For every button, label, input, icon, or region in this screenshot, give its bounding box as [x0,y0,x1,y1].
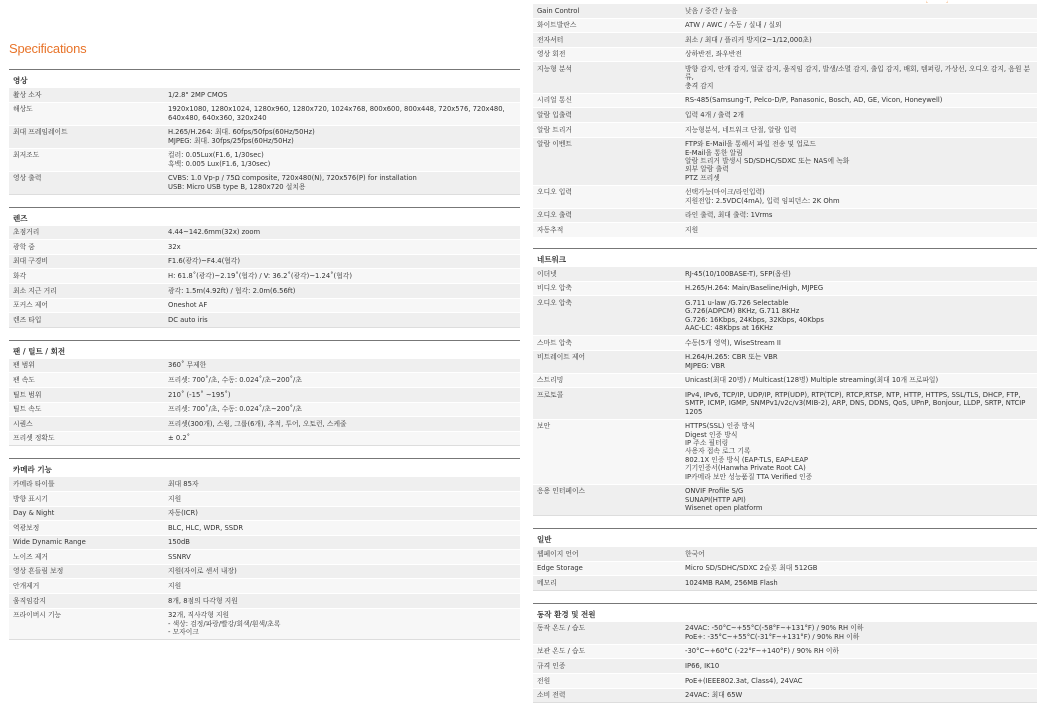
spec-value: 지원 [685,225,699,234]
spec-row [533,185,1037,208]
spec-label: 응용 인터페이스 [537,487,586,496]
spec-label: 카메라 타이틀 [13,479,55,488]
spec-row [9,402,520,417]
spec-row [9,387,520,402]
spec-value: 32개, 직사각형 지원 - 색상: 검정/파랑/빨강/회색/흰색/초록 - 모자이크 [168,611,281,637]
spec-value: 지원(자이로 센서 내장) [168,567,237,576]
spec-row [9,506,520,521]
spec-value: 지원 [168,582,182,591]
spec-label: 영상 흔들림 보정 [13,567,64,576]
spec-row [9,476,520,491]
page-title: Specifications [9,41,87,56]
spec-row [9,102,520,125]
spec-value: 자동(ICR) [168,509,198,518]
spec-label: 오디오 압축 [537,298,572,307]
spec-label: 움직임감지 [13,596,46,605]
spec-value: 광각: 1.5m(4.92ft) / 협각: 2.0m(6.56ft) [168,286,296,295]
spec-value: -30°C~+60°C (-22°F~+140°F) / 90% RH 이하 [685,647,839,656]
spec-label: 광학 줌 [13,242,35,251]
spec-row [533,658,1037,673]
spec-row [9,593,520,608]
spec-label: 팬 속도 [13,375,35,384]
spec-label: 오디오 입력 [537,188,572,197]
spec-row [9,431,520,446]
spec-rows [533,266,1037,516]
spec-row [9,298,520,313]
spec-label: 스마트 압축 [537,338,572,347]
spec-row [9,520,520,535]
spec-value: Unicast(최대 20명) / Multicast(128명) Multiple streaming(최대 10개 프로파일) [685,376,939,385]
spec-label: 시리얼 통신 [537,96,572,105]
spec-value: 지능형분석, 네트워크 단절, 알람 입력 [685,125,797,134]
spec-label: 영상 출력 [13,174,42,183]
spec-value: 낮음 / 중간 / 높음 [685,6,738,15]
spec-value: 상하반전, 좌우반전 [685,50,742,59]
spec-value: DC auto iris [168,315,208,324]
spec-label: 시퀀스 [13,419,33,428]
spec-row [9,268,520,283]
spec-value: BLC, HLC, WDR, SSDR [168,523,244,532]
spec-label: 촬상 소자 [13,90,42,99]
section-title: 팬 / 틸트 / 회전 [13,346,66,356]
spec-label: 메모리 [537,578,557,587]
spec-row [533,266,1037,281]
spec-value: 1920x1080, 1280x1024, 1280x960, 1280x720, 1024x768, 800x600, 800x448, 720x576, 720x480, 640x480, 640x360, 320x240 [168,105,505,122]
spec-row [9,125,520,148]
spec-label: 보관 온도 / 습도 [537,647,586,656]
spec-label: 해상도 [13,105,33,114]
spec-value: 라인 출력, 최대 출력: 1Vrms [685,211,773,220]
spec-row [533,47,1037,62]
spec-value: F1.6(광각)~F4.4(협각) [168,257,241,266]
spec-row [533,107,1037,122]
spec-row [9,608,520,639]
spec-value: FTP와 E-Mail을 통해서 파일 전송 및 업로드 E-Mail을 통한 알림 알람 트리거 발생시 SD/SDHC/SDXC 또는 NAS에 녹화 외부 알람 출력 PTZ 프리셋 [685,140,850,182]
spec-label: 렌즈 타입 [13,315,42,324]
spec-row [9,171,520,194]
spec-value: IP66, IK10 [685,662,720,670]
spec-value: 32x [168,242,181,251]
spec-label: 노이즈 제거 [13,552,48,561]
spec-value: G.711 u-law /G.726 Selectable G.726(ADPCM) 8KHz, G.711 8KHz G.726: 16Kbps, 24Kbps, 32Kbps, 40Kbps AAC-LC: 48Kbps at 16KHz [685,298,824,332]
spec-value: ATW / AWC / 수동 / 실내 / 실외 [685,21,782,30]
spec-label: 전자셔터 [537,35,564,44]
spec-rows [533,546,1037,591]
spec-row [533,350,1037,373]
section-title: 동작 환경 및 전원 [537,609,596,619]
spec-row [9,254,520,269]
spec-row [533,222,1037,237]
spec-row [9,358,520,373]
spec-label: 지능형 분석 [537,64,572,73]
spec-label: 팬 범위 [13,361,35,370]
spec-label: 전원 [537,676,551,685]
spec-value: 360˚ 무제한 [168,361,207,370]
spec-value: 방향 감지, 안개 감지, 얼굴 감지, 움직임 감지, 발생/소멸 감지, 출입 감지, 배회, 템퍼링, 가상선, 오디오 감지, 음원 분류, 충격 감지 [685,64,1031,90]
spec-rows [9,225,520,328]
spec-label: 틸트 속도 [13,405,42,414]
spec-value: 지원 [168,494,182,503]
spec-row [533,122,1037,137]
spec-value: H: 61.8˚(광각)~2.19˚(협각) / V: 36.2˚(광각)~1.24˚(협각) [168,271,352,280]
spec-row [533,387,1037,418]
section-title: 영상 [13,76,28,85]
spec-row [533,137,1037,185]
spec-value: 프리셋(300개), 스윙, 그룹(6개), 추적, 투어, 오토런, 스케줄 [168,419,347,428]
spec-row [9,549,520,564]
spec-value: 1/2.8" 2MP CMOS [168,90,228,99]
spec-section [9,69,520,195]
spec-row [9,148,520,171]
spec-label: 틸트 범위 [13,390,42,399]
spec-label: 포커스 제어 [13,301,48,310]
spec-label: 오디오 출력 [537,211,572,220]
spec-row [533,373,1037,388]
spec-label: 알람 트리거 [537,125,572,134]
spec-row [9,416,520,431]
spec-value: 프리셋: 700˚/초, 수동: 0.024˚/초~200˚/초 [168,375,302,384]
spec-value: ± 0.2˚ [168,434,191,443]
spec-row [533,61,1037,92]
left-spec-column [9,69,520,640]
spec-row [533,546,1037,561]
spec-label: Day & Night [13,509,55,518]
spec-label: Wide Dynamic Range [13,538,86,547]
spec-row [533,644,1037,659]
spec-value: 24VAC: -50°C~+55°C(-58°F~+131°F) / 90% RH 이하 PoE+: -35°C~+55°C(-31°F~+131°F) / 90% RH 이하 [685,624,864,641]
spec-rows [9,358,520,447]
spec-value: ONVIF Profile S/G SUNAPI(HTTP API) Wisenet open platform [685,487,763,513]
spec-value: H.265/H.264: 최대. 60fps/50fps(60Hz/50Hz) MJPEG: 최대. 30fps/25fps(60Hz/50Hz) [168,128,315,145]
spec-label: 알람 이벤트 [537,140,572,149]
spec-label: 보안 [537,422,551,431]
spec-label: Edge Storage [537,564,583,573]
spec-value: 4.44~142.6mm(32x) zoom [168,228,261,237]
spec-label: 화이트발란스 [537,21,577,30]
spec-row [9,491,520,506]
spec-row [533,484,1037,515]
spec-rows [9,87,520,195]
spec-label: 비디오 압축 [537,284,572,293]
spec-label: 스트리밍 [537,376,564,385]
spec-label: 프라이버시 기능 [13,611,62,620]
spec-value: 1024MB RAM, 256MB Flash [685,578,778,587]
spec-row [533,208,1037,223]
spec-value: 선택가능(마이크/라인입력) 지원전압: 2.5VDC(4mA), 입력 임피던스: 2K Ohm [685,188,840,205]
spec-row [533,32,1037,47]
spec-rows [533,3,1037,237]
spec-value: PoE+(IEEE802.3at, Class4), 24VAC [685,676,803,685]
spec-row [533,673,1037,688]
spec-row [9,564,520,579]
spec-label: 안개제거 [13,582,40,591]
spec-label: 방향 표시기 [13,494,48,503]
right-top-spec-table [533,3,1037,237]
spec-rows [9,476,520,640]
spec-value: RJ-45(10/100BASE-T), SFP(옵션) [685,269,791,278]
spec-value: CVBS: 1.0 Vp-p / 75Ω composite, 720x480(N), 720x576(P) for installation USB: Micro USB type B, 1280x720 설치용 [168,174,417,191]
spec-value: IPv4, IPv6, TCP/IP, UDP/IP, RTP(UDP), RTP(TCP), RTCP,RTSP, NTP, HTTP, HTTPS, SSL/TLS, DHCP, FTP, SMTP, ICMP, IGMP, SNMPv1/v2c/v3(MIB-2), ARP, DNS, DDNS, QoS, UPnP, Bonjour, LLDP, SRTP, NTCIP 1205 [685,390,1026,416]
spec-row [533,18,1037,33]
spec-rows [533,621,1037,703]
spec-label: 최대 프레임레이트 [13,128,68,137]
spec-row [533,281,1037,296]
spec-section [533,248,1037,516]
spec-value: HTTPS(SSL) 인증 방식 Digest 인증 방식 IP 주소 필터링 사용자 접속 로그 기록 802.1X 인증 방식 (EAP-TLS, EAP-LEAP 기기인증서(Hanwha Private Root CA) IP카메라 보안 성능품질 TTA Verified 인증 [685,422,813,481]
spec-row [9,283,520,298]
spec-value: 최대 85자 [168,479,199,488]
spec-row [533,688,1037,703]
spec-section [533,528,1037,591]
spec-value: 24VAC: 최대 65W [685,691,743,700]
spec-row [533,3,1037,18]
spec-value: 입력 4개 / 출력 2개 [685,110,744,119]
spec-label: 초점거리 [13,228,40,237]
section-title: 렌즈 [13,213,28,223]
spec-row [9,372,520,387]
spec-row [9,535,520,550]
spec-value: 한국어 [685,549,705,558]
spec-value: 8개, 8점의 다각형 지원 [168,596,238,605]
spec-label: 프리셋 정확도 [13,434,55,443]
spec-label: Gain Control [537,6,580,15]
spec-row [9,225,520,240]
spec-row [533,419,1037,484]
spec-label: 비트레이트 제어 [537,353,586,362]
spec-label: 최저조도 [13,151,40,160]
spec-row [9,578,520,593]
right-spec-column [533,248,1037,703]
spec-value: 최소 / 최대 / 플리커 방지(2~1/12,000초) [685,35,812,44]
spec-label: 최소 지근 거리 [13,286,57,295]
spec-row [9,239,520,254]
spec-row [9,87,520,102]
spec-value: H.265/H.264: Main/Baseline/High, MJPEG [685,284,824,293]
spec-row [533,621,1037,644]
spec-section [9,340,520,447]
spec-value: SSNRV [168,552,191,561]
spec-row [533,295,1037,335]
spec-label: 최대 구경비 [13,257,48,266]
spec-row [533,93,1037,108]
section-title: 네트워크 [537,255,566,264]
spec-label: 웹페이지 언어 [537,549,579,558]
spec-value: 150dB [168,538,190,547]
spec-value: H.264/H.265: CBR 또는 VBR MJPEG: VBR [685,353,778,370]
spec-label: 이더넷 [537,269,557,278]
spec-label: 자동추적 [537,225,564,234]
spec-value: 수동(5개 영역), WiseStream II [685,338,781,347]
spec-row [533,335,1037,350]
spec-label: 동작 온도 / 습도 [537,624,586,633]
section-title: 일반 [537,535,552,545]
spec-section [533,603,1037,703]
spec-label: 역광보정 [13,523,40,532]
spec-value: 컬러: 0.05Lux(F1.6, 1/30sec) 흑백: 0.005 Lux(F1.6, 1/30sec) [168,151,271,168]
spec-label: 알람 입출력 [537,110,572,119]
section-title: 카메라 기능 [13,465,52,475]
spec-label: 소비 전력 [537,691,566,700]
spec-section [9,458,520,640]
spec-label: 규격 인증 [537,662,566,670]
spec-row [533,575,1037,590]
spec-value: 210˚ (-15˚ ~195˚) [168,390,231,399]
spec-label: 프로토콜 [537,390,564,399]
spec-value: 프리셋: 700˚/초, 수동: 0.024˚/초~200˚/초 [168,405,302,414]
spec-label: 영상 회전 [537,50,566,59]
spec-value: Oneshot AF [168,301,208,310]
spec-row [9,312,520,327]
spec-section [9,207,520,328]
spec-label: 화각 [13,271,27,280]
spec-row [533,561,1037,576]
spec-value: RS-485(Samsung-T, Pelco-D/P, Panasonic, Bosch, AD, GE, Vicon, Honeywell) [685,96,943,105]
spec-value: Micro SD/SDHC/SDXC 2슬롯 최대 512GB [685,564,818,573]
